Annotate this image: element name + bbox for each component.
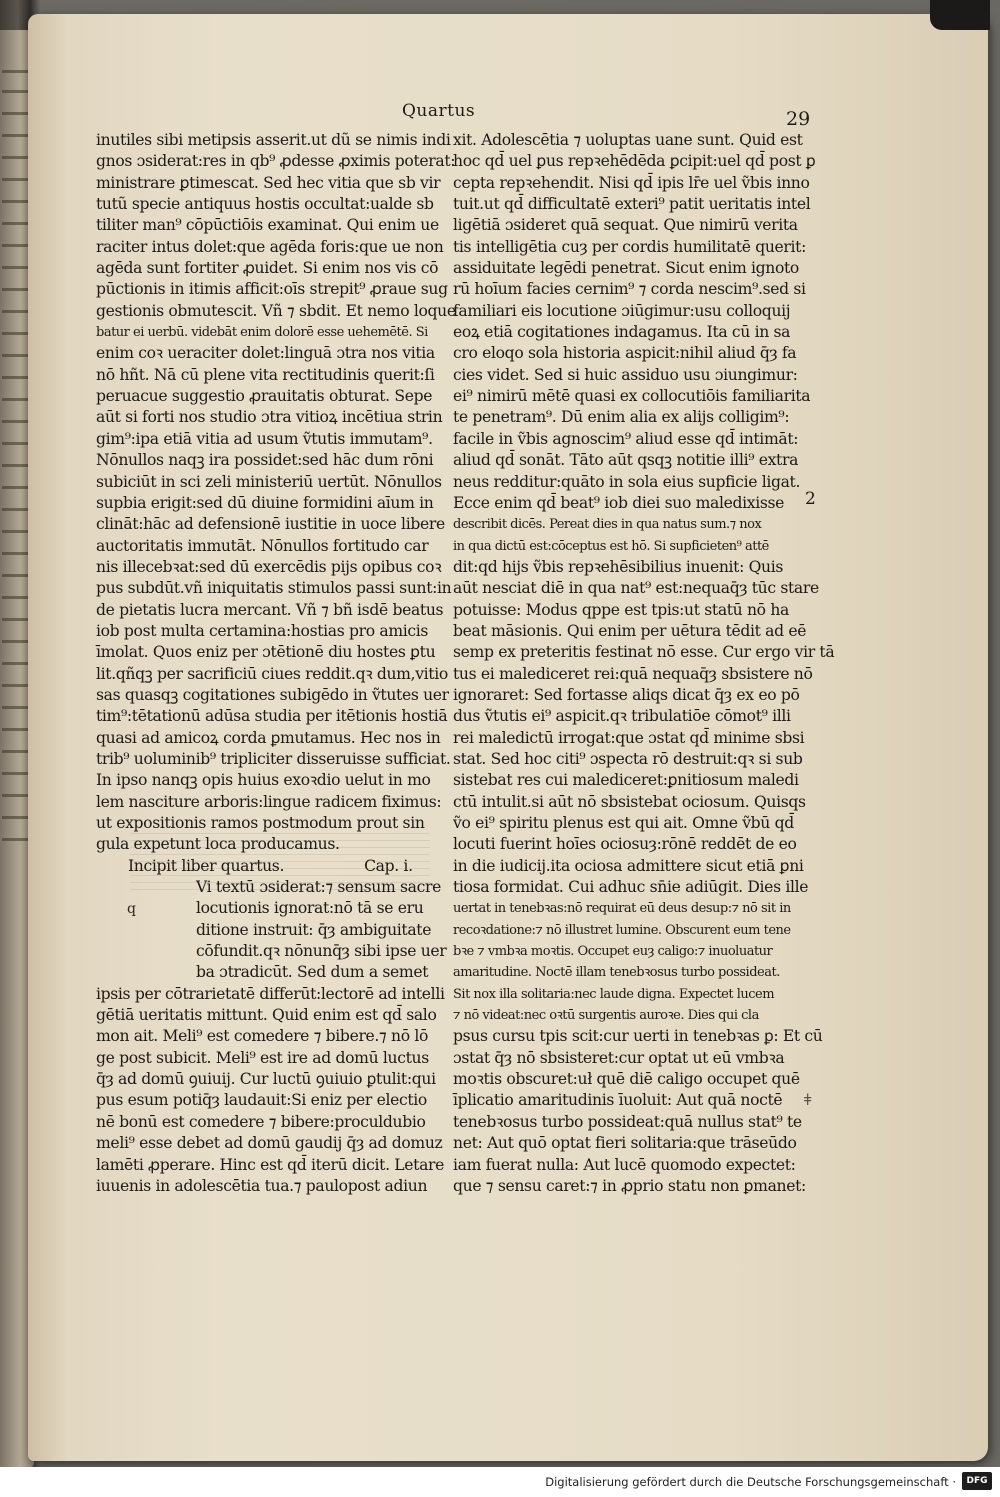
text-line: īmolat. Quos eniz per ɔtētionē diu hostes ꝑtu bbox=[96, 643, 436, 662]
text-line: net: Aut quō optat fieri solitaria:que trāseūdo bbox=[453, 1134, 797, 1153]
text-line: lit.qñqꝫ per sacrificiū ciues reddit.qꝛ dum,vitio bbox=[96, 664, 448, 683]
text-line: nis illecebꝛat:sed dū exercēdis pijs opibus coꝛ bbox=[96, 557, 442, 576]
text-line: rū hoīum facies cernim⁹ ⁊ corda nescim⁹.sed si bbox=[453, 280, 806, 299]
text-line: pūctionis in itimis afficit:oīs strepit⁹ ꝓraue sug bbox=[96, 280, 448, 299]
text-line: Ecce enim qd̄ beat⁹ iob diei suo maledixisse bbox=[453, 493, 785, 512]
paper-speck: ǂ bbox=[804, 1090, 812, 1109]
text-line: cies videt. Sed si huic assiduo usu ɔiungimur: bbox=[453, 365, 798, 384]
text-line: gula expetunt loca producamus. bbox=[96, 835, 340, 854]
text-line: recoꝛdatione:⁊ nō illustret lumine. Obscurent eum tene bbox=[453, 922, 791, 938]
text-line: ligētiā ɔsideret quā sequat. Que nimirū verita bbox=[453, 216, 798, 235]
text-line: inutiles sibi metipsis asserit.ut dũ se nimis indi bbox=[96, 131, 451, 149]
text-line: de pietatis lucra mercant. Vñ ⁊ bñ isdē beatus bbox=[96, 600, 444, 619]
text-line: tis intelligētia cuȝ per cordis humilitatē querit: bbox=[453, 237, 806, 256]
text-line: clināt:hāc ad defensionē iustitie in uoce libere bbox=[96, 515, 445, 534]
page-number: 29 bbox=[786, 108, 811, 130]
text-line: aūt si forti nos studio ɔtra vitioꝝ incētiua strin bbox=[96, 408, 443, 427]
footer-credit: Digitalisierung gefördert durch die Deutsche Forschungsgemeinschaft · bbox=[545, 1475, 956, 1489]
text-line: iob post multa certamina:hostias pro amicis bbox=[96, 621, 429, 640]
text-line: ignoraret: Sed fortasse aliqs dicat q̄ȝ ex eo pō bbox=[453, 685, 800, 704]
text-line: nō hñt. Nā cū plene vita rectitudinis querit:ſi bbox=[96, 365, 435, 384]
text-line: potuisse: Modus qppe est tpis:ut statū nō ha bbox=[453, 600, 789, 619]
text-line: supbia erigit:sed dū diuine formidini aīum in bbox=[96, 493, 434, 512]
text-line: ba ɔtradicūt. Sed dum a semet bbox=[196, 963, 429, 982]
text-line: stat. Sed hoc citi⁹ ɔspecta rō destruit:qꝛ si sub bbox=[453, 749, 803, 768]
text-line: pus esum potiq̄ȝ laudauit:Si eniz per electio bbox=[96, 1091, 427, 1110]
page-corner-shadow bbox=[930, 0, 990, 30]
text-line: dit:qd hijs ṽbis repꝛehēsibilius inuenit: Quis bbox=[453, 557, 783, 576]
text-line: ge post subicit. Meli⁹ est ire ad domū luctus bbox=[96, 1048, 429, 1067]
text-line: ministrare ꝑtimescat. Sed hec vitia que sb vir bbox=[96, 173, 441, 192]
text-column-right bbox=[453, 130, 835, 1197]
text-line: facile in ṽbis agnoscim⁹ aliud esse qd̄ intimāt: bbox=[453, 429, 799, 448]
text-line: ei⁹ nimirū mētē quasi ex collocutiōis familiarita bbox=[453, 387, 811, 406]
text-line: tutũ specie antiquus hostis occultat:ualde sb bbox=[96, 195, 434, 214]
text-line: gestionis obmutescit. Vñ ⁊ sbdit. Et nemo loque bbox=[96, 301, 456, 320]
text-line: subiciūt in sci zeli ministeriū uertūt. Nōnullos bbox=[96, 472, 442, 491]
text-line: locutionis ignorat:nō tā se eru bbox=[196, 899, 424, 918]
text-line: q̄ȝ ad domū ꝯuiuij. Cur luctū ꝯuiuio ꝑtulit:qui bbox=[96, 1070, 436, 1089]
text-line: que ⁊ sensu caret:⁊ in ꝓprio statu non ꝑmanet: bbox=[453, 1176, 806, 1195]
text-line: raciter intus dolet:que agēda foris:que ue non bbox=[96, 237, 444, 256]
text-line: psus cursu tpis scit:cur uerti in tenebꝛas ꝑ: Et cū bbox=[453, 1027, 823, 1046]
text-line: cōfundit.qꝛ nōnunq̄ȝ sibi ipse uer bbox=[196, 942, 447, 961]
text-line: tiosa formidat. Cui adhuc sn̄ie adiūgit. Dies ille bbox=[453, 878, 809, 897]
text-line: In ipso nanqꝫ opis huius exoꝛdio uelut in mo bbox=[96, 771, 431, 790]
text-line: sas quasqꝫ cogitationes subigēdo in ṽtutes uer bbox=[96, 685, 449, 704]
chapter-label: Cap. i. bbox=[364, 856, 413, 875]
text-line: ditione instruit: q̄ȝ ambiguitate bbox=[196, 920, 432, 939]
text-line: ctū intulit.si aūt nō sbsistebat ociosum. Quisqs bbox=[453, 792, 806, 811]
text-line: assiduitate legēdi penetrat. Sicut enim ignoto bbox=[453, 259, 799, 278]
text-line: lamēti ꝓperare. Hinc est qd̄ iterū dicit. Letare bbox=[96, 1155, 445, 1174]
text-line: auctoritatis immutāt. Nōnullos fortitudo car bbox=[96, 536, 429, 555]
text-line: dus ṽtutis ei⁹ aspicit.qꝛ tribulatiōe cōmot⁹ illi bbox=[453, 707, 791, 726]
text-line: cepta repꝛehendit. Nisi qd̄ ipis lr̄e uel ṽbis inno bbox=[453, 173, 810, 192]
text-line: aliud qd̄ sonāt. Tāto aūt qsqꝫ notitie illi⁹ extra bbox=[453, 451, 799, 470]
text-line: familiari eis locutione ɔiūgimur:usu colloquij bbox=[453, 301, 791, 320]
text-line: eoꝝ etiā cogitationes indagamus. Ita cū in sa bbox=[453, 323, 791, 342]
text-line: enim coꝛ ueraciter dolet:linguā ɔtra nos vitia bbox=[96, 344, 435, 363]
text-line: gim⁹:ipa etiā vitia ad usum ṽtutis immutam⁹. bbox=[96, 429, 433, 448]
text-line: peruacue suggestio ꝓrauitatis obturat. Sepe bbox=[96, 387, 433, 406]
text-line: beat māsionis. Qui enim per uētura tēdit ad eē bbox=[453, 621, 807, 640]
running-head: Quartus bbox=[402, 101, 476, 121]
text-line: hoc qd̄ uel ꝑus repꝛehēdēda ꝑcipit:uel qd̄ post ꝑ bbox=[453, 152, 816, 171]
margin-note-number: 2 bbox=[805, 489, 816, 509]
text-line: trib⁹ uoluminib⁹ tripliciter disseruisse sufficiat. bbox=[96, 749, 451, 768]
text-line: ut expositionis ramos postmodum prout sin bbox=[96, 814, 425, 832]
dfg-logo: DFG bbox=[962, 1472, 992, 1490]
text-line: bꝛe ⁊ vmbꝛa moꝛtis. Occupet euȝ caligo:⁊ inuoluatur bbox=[453, 944, 773, 960]
text-line: quasi ad amicoꝝ corda ꝑmutamus. Hec nos in bbox=[96, 728, 441, 747]
text-line: agēda sunt fortiter ꝓuidet. Si enim nos vis cō bbox=[96, 259, 439, 278]
text-line: tus ei malediceret rei:quā nequaq̄ȝ sbsistere nō bbox=[453, 664, 813, 683]
text-line: locuti fuerint hoīes ociosuȝ:rōnē reddēt de eo bbox=[453, 835, 797, 854]
text-line: neus redditur:quāto in sola eius supficie ligat. bbox=[453, 472, 801, 491]
text-line: sistebat res cui malediceret:ꝑnitiosum maledi bbox=[453, 771, 799, 790]
text-line: meli⁹ esse debet ad domū gaudij q̄ȝ ad domuz bbox=[96, 1134, 443, 1153]
text-line: in qua dictū est:cōceptus est hō. Si supficieten⁹ attē bbox=[453, 538, 769, 554]
text-line: ⁊ nō videat:nec oꝛtū surgentis auroꝛe. Dies qui cla bbox=[453, 1008, 759, 1024]
text-line: tuit.ut qd̄ difficultatē exteri⁹ patit ueritatis intel bbox=[453, 195, 811, 214]
text-line: semp ex preteritis festinat nō esse. Cur ergo vir tā bbox=[453, 643, 835, 662]
text-line: tiliter man⁹ cōpūctiōis examinat. Qui enim ue bbox=[96, 216, 439, 235]
text-line: Nōnullos naqꝫ ira possidet:sed hāc dum rōni bbox=[96, 451, 434, 470]
text-line: Vi textū ɔsiderat:⁊ sensum sacre bbox=[196, 878, 441, 897]
text-line: xit. Adolescētia ⁊ uoluptas uane sunt. Quid est bbox=[453, 131, 803, 149]
text-line: iam fuerat nulla: Aut lucē quomodo expectet: bbox=[453, 1155, 796, 1174]
text-line: lem nasciture arboris:lingue radicem fiximus: bbox=[96, 792, 442, 811]
text-line: tenebꝛosus turbo possideat:quā nullus stat⁹ te bbox=[453, 1112, 802, 1131]
text-line: gētiā ueritatis mittunt. Quid enim est qd̄ salo bbox=[96, 1006, 437, 1025]
text-column-left bbox=[96, 130, 456, 1197]
text-line: uertat in tenebꝛas:nō requirat eū deus desup:⁊ nō sit in bbox=[453, 901, 791, 917]
text-line: nē bonū est comedere ⁊ bibere:proculdubio bbox=[96, 1112, 426, 1131]
text-line: mon ait. Meli⁹ est comedere ⁊ bibere.⁊ nō lō bbox=[96, 1027, 429, 1046]
text-line: batur ei uerbū. videbāt enim dolorē esse uehemētē. Si bbox=[96, 325, 428, 341]
text-line: ipsis per cōtrarietatē differūt:lectorē ad intelli bbox=[96, 984, 445, 1003]
text-line: gnos ɔsiderat:res in qb⁹ ꝓdesse ꝓximis poterat: bbox=[96, 152, 456, 171]
text-line: Incipit liber quartus. Cap. i. bbox=[128, 856, 413, 875]
text-line: Sit nox illa solitaria:nec laude digna. Expectet lucem bbox=[453, 986, 775, 1002]
text-line: aūt nesciat diē in qua nat⁹ est:nequaq̄ȝ tūc stare bbox=[453, 579, 819, 598]
text-line: iuuenis in adolescētia tua.⁊ paulopost adiun bbox=[96, 1176, 428, 1195]
text-line: describit dicēs. Pereat dies in qua natus sum.⁊ nox bbox=[453, 517, 762, 533]
text-line: cro eloqo sola historia aspicit:nihil aliud q̄ȝ fa bbox=[453, 344, 797, 363]
text-line: rei maledictū irrogat:que ɔstat qd̄ minime sbsi bbox=[453, 728, 805, 747]
guide-letter: q bbox=[127, 901, 136, 917]
text-line: te penetram⁹. Dū enim alia ex alijs colligim⁹: bbox=[453, 408, 790, 427]
text-line: īplicatio amaritudinis īuoluit: Aut quā noctē bbox=[453, 1091, 783, 1110]
text-line: in die iudicij.ita ociosa admittere sicut etiā ꝑni bbox=[453, 856, 804, 875]
text-line: ɔstat q̄ȝ nō sbsisteret:cur optat ut eū vmbꝛa bbox=[453, 1048, 785, 1067]
text-line: moꝛtis obscuret:uł quē diē caligo occupet quē bbox=[453, 1070, 800, 1089]
text-line: amaritudine. Noctē illam tenebꝛosus turbo possideat. bbox=[453, 965, 780, 981]
text-line: ṽo ei⁹ spiritu plenus est qui ait. Omne ṽbū qd̄ bbox=[453, 814, 794, 832]
text-line: tim⁹:tētationū adūsa studia per itētionis hostiā bbox=[96, 707, 448, 726]
text-line: pus subdūt.vñ iniquitatis stimulos passi sunt:in bbox=[96, 579, 452, 598]
